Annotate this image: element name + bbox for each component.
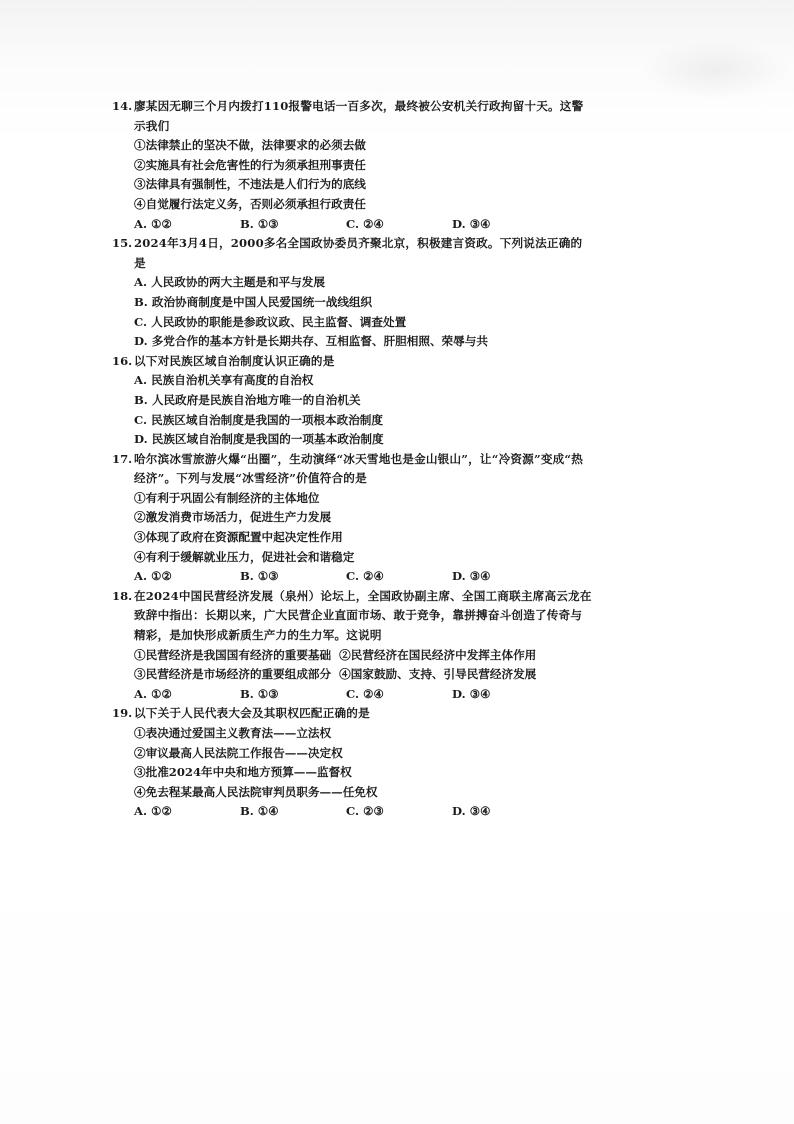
- question-14: [112, 97, 592, 234]
- question-15: [112, 234, 592, 352]
- choice-c: C. ②④: [346, 216, 384, 231]
- statement: ②激发消费市场活力，促进生产力发展: [134, 510, 332, 525]
- choice-b: B. ①③: [240, 216, 279, 231]
- question-18: [112, 587, 592, 705]
- question-stem: 廖某因无聊三个月内拨打110报警电话一百多次，最终被公安机关行政拘留十天。这警示我们: [134, 99, 584, 133]
- question-stem: 以下关于人民代表大会及其职权匹配正确的是: [134, 706, 370, 721]
- question-number: 19.: [112, 706, 133, 721]
- statement: ②实施具有社会危害性的行为须承担刑事责任: [134, 157, 366, 172]
- choice-a: A. ①②: [134, 216, 172, 231]
- choice-c: C. ②④: [346, 686, 384, 701]
- answer-choices: [112, 215, 592, 235]
- statement: ④免去程某最高人民法院审判员职务——任免权: [134, 784, 378, 799]
- statement: ④有利于缓解就业压力，促进社会和谐稳定: [134, 549, 355, 564]
- choice-d: D. ③④: [452, 686, 491, 701]
- choice-b: B. ①③: [240, 569, 279, 584]
- option-d: D. 多党合作的基本方针是长期共存、互相监督、肝胆相照、荣辱与共: [134, 334, 488, 349]
- choice-d: D. ③④: [452, 804, 491, 819]
- question-stem: 哈尔滨冰雪旅游火爆“出圈”，生动演绎“冰天雪地也是金山银山”，让“冷资源”变成“热经济”。下列与发展“冰雪经济”价值符合的是: [134, 451, 584, 486]
- question-number: 14.: [112, 99, 133, 113]
- question-16: [112, 352, 592, 450]
- question-number: 16.: [112, 353, 133, 368]
- choice-d: D. ③④: [452, 216, 491, 231]
- question-number: 18.: [112, 588, 133, 603]
- option-a: A. 人民政协的两大主题是和平与发展: [134, 275, 325, 290]
- question-stem: 在2024中国民营经济发展（泉州）论坛上，全国政协副主席、全国工商联主席高云龙在致辞中指出：长期以来，广大民营企业直面市场、敢于竞争，靠拼搏奋斗创造了传奇与精彩，是加快形成新质生产力的生力军。这说明: [134, 588, 592, 643]
- choice-c: C. ②④: [346, 569, 384, 584]
- statement-row: [112, 665, 592, 685]
- statement: ③法律具有强制性，不违法是人们行为的底线: [134, 177, 366, 192]
- statement: ④国家鼓励、支持、引导民营经济发展: [339, 667, 537, 682]
- statement: ①民营经济是我国国有经济的重要基础: [134, 647, 332, 662]
- question-stem: 以下对民族区域自治制度认识正确的是: [134, 353, 335, 368]
- statement: ③批准2024年中央和地方预算——监督权: [134, 765, 352, 780]
- option-b: B. 人民政府是民族自治地方唯一的自治机关: [134, 392, 361, 407]
- choice-a: A. ①②: [134, 686, 172, 701]
- question-number: 15.: [112, 236, 133, 251]
- choice-b: B. ①④: [240, 804, 279, 819]
- statement: ①法律禁止的坚决不做，法律要求的必须去做: [134, 138, 366, 153]
- statement: ④自觉履行法定义务，否则必须承担行政责任: [134, 196, 366, 211]
- option-c: C. 人民政协的职能是参政议政、民主监督、调查处置: [134, 314, 407, 329]
- statement: ③体现了政府在资源配置中起决定性作用: [134, 530, 343, 545]
- option-d: D. 民族区域自治制度是我国的一项基本政治制度: [134, 432, 384, 447]
- statement: ①表决通过爱国主义教育法——立法权: [134, 726, 332, 740]
- choice-d: D. ③④: [452, 569, 491, 584]
- option-a: A. 民族自治机关享有高度的自治权: [134, 373, 314, 388]
- question-list: [112, 97, 592, 822]
- answer-choices: [112, 567, 592, 587]
- statement: ②民营经济在国民经济中发挥主体作用: [339, 647, 537, 662]
- option-b: B. 政治协商制度是中国人民爱国统一战线组织: [134, 294, 373, 309]
- statement: ②审议最高人民法院工作报告——决定权: [134, 745, 343, 760]
- answer-choices: [112, 802, 592, 822]
- choice-c: C. ②③: [346, 804, 384, 819]
- answer-choices: [112, 685, 592, 705]
- choice-a: A. ①②: [134, 804, 172, 819]
- statement: ③民营经济是市场经济的重要组成部分: [134, 667, 332, 682]
- choice-a: A. ①②: [134, 569, 172, 584]
- option-c: C. 民族区域自治制度是我国的一项根本政治制度: [134, 412, 383, 427]
- question-stem: 2024年3月4日，2000多名全国政协委员齐聚北京，积极建言资政。下列说法正确的是: [134, 236, 583, 270]
- statement-row: [112, 646, 592, 666]
- scan-shadow: [640, 40, 790, 100]
- question-17: [112, 450, 592, 587]
- question-19: [112, 704, 592, 822]
- statement: ①有利于巩固公有制经济的主体地位: [134, 490, 320, 505]
- question-number: 17.: [112, 451, 133, 466]
- choice-b: B. ①③: [240, 686, 279, 701]
